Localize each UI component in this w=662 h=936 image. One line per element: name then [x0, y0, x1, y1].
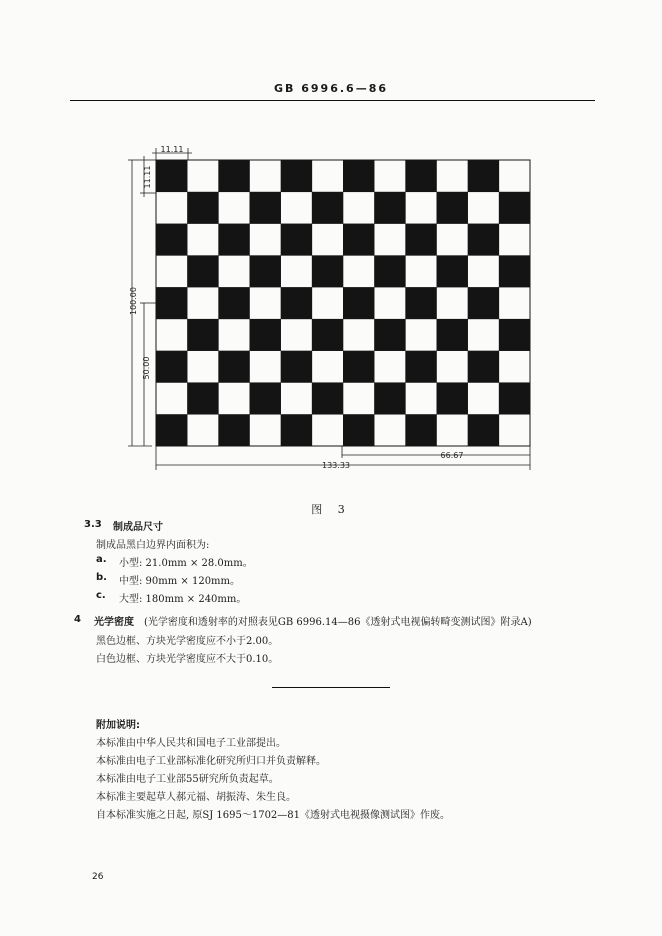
checker-square-black — [374, 382, 405, 414]
checker-square-black — [250, 192, 281, 224]
section-3-3-title: 制成品尺寸 — [113, 522, 163, 533]
section-4-line: 黑色边框、方块光学密度应不小于2.00。 — [96, 636, 279, 647]
checker-square-black — [405, 287, 436, 319]
size-item-marker: b. — [96, 572, 107, 583]
checker-square-black — [374, 255, 405, 287]
checker-square-black — [156, 414, 187, 446]
size-item-text: 中型: 90mm × 120mm。 — [119, 576, 241, 587]
notes-line: 本标准由中华人民共和国电子工业部提出。 — [96, 738, 286, 749]
checker-square-black — [374, 319, 405, 351]
notes-line: 本标准由电子工业部55研究所负责起草。 — [96, 774, 279, 785]
checker-square-black — [312, 319, 343, 351]
checker-square-black — [499, 255, 530, 287]
checker-square-black — [250, 255, 281, 287]
section-4-title: 光学密度 — [94, 617, 134, 628]
document-code-header: GB 6996.6—86 — [274, 82, 388, 95]
checker-square-black — [281, 287, 312, 319]
checker-square-black — [499, 319, 530, 351]
checker-square-black — [281, 160, 312, 192]
dim-label-total-width: 133.33 — [322, 461, 350, 470]
notes-title: 附加说明: — [96, 720, 140, 731]
checker-square-black — [468, 414, 499, 446]
section-3-3-number: 3.3 — [84, 519, 102, 530]
checker-square-black — [250, 319, 281, 351]
figure-caption: 图 3 — [311, 503, 351, 516]
checker-square-black — [437, 382, 468, 414]
size-item-text: 小型: 21.0mm × 28.0mm。 — [119, 558, 253, 569]
checker-square-black — [405, 224, 436, 256]
section-4-line: 白色边框、方块光学密度应不大于0.10。 — [96, 654, 279, 665]
dim-label-square-height: 11.11 — [143, 165, 152, 189]
checker-square-black — [374, 192, 405, 224]
checker-square-black — [343, 414, 374, 446]
checker-square-black — [499, 382, 530, 414]
size-item-marker: a. — [96, 554, 107, 565]
checker-square-black — [187, 382, 218, 414]
checker-square-black — [281, 351, 312, 383]
checker-square-black — [405, 351, 436, 383]
checker-square-black — [437, 255, 468, 287]
checker-square-black — [343, 160, 374, 192]
section-3-3-intro: 制成品黑白边界内面积为: — [96, 540, 210, 551]
checker-square-black — [468, 224, 499, 256]
checker-square-black — [405, 160, 436, 192]
dim-label-total-height: 100.00 — [129, 287, 138, 315]
checker-square-black — [218, 414, 249, 446]
checker-square-black — [437, 192, 468, 224]
checker-square-black — [250, 382, 281, 414]
checkerboard-grid — [156, 160, 530, 446]
checker-square-black — [187, 255, 218, 287]
checker-square-black — [218, 160, 249, 192]
checker-square-black — [343, 351, 374, 383]
checker-square-black — [156, 351, 187, 383]
checker-square-black — [343, 287, 374, 319]
checker-square-black — [281, 224, 312, 256]
checker-square-black — [312, 192, 343, 224]
section-4-number: 4 — [74, 614, 81, 625]
checker-square-black — [468, 160, 499, 192]
size-item-marker: c. — [96, 590, 106, 601]
checker-square-black — [312, 382, 343, 414]
section-4-title-note: (光学密度和透射率的对照表见GB 6996.14—86《透射式电视偏转畸变测试图》附录A) — [144, 617, 532, 628]
page-number: 26 — [92, 872, 104, 882]
notes-line: 本标准主要起草人郝元福、胡振涛、朱生良。 — [96, 792, 296, 803]
checker-square-black — [218, 351, 249, 383]
notes-line: 自本标准实施之日起, 原SJ 1695～1702—81《透射式电视摄像测试图》作废。 — [96, 810, 451, 821]
dim-label-half-height: 50.00 — [142, 356, 151, 380]
checker-square-black — [187, 192, 218, 224]
notes-line: 本标准由电子工业部标准化研究所归口并负责解释。 — [96, 756, 326, 767]
checker-square-black — [218, 287, 249, 319]
checker-square-black — [499, 192, 530, 224]
section-divider — [272, 687, 390, 688]
checker-square-black — [156, 160, 187, 192]
checker-square-black — [437, 319, 468, 351]
checker-square-black — [156, 224, 187, 256]
size-item-text: 大型: 180mm × 240mm。 — [119, 594, 247, 605]
checker-square-black — [468, 351, 499, 383]
dim-label-half-width: 66.67 — [440, 451, 464, 460]
checker-square-black — [343, 224, 374, 256]
dim-label-square-width: 11.11 — [160, 145, 184, 154]
checker-square-black — [281, 414, 312, 446]
checker-square-black — [156, 287, 187, 319]
checker-square-black — [187, 319, 218, 351]
checker-square-black — [312, 255, 343, 287]
checker-square-black — [218, 224, 249, 256]
checker-square-black — [405, 414, 436, 446]
checker-square-black — [468, 287, 499, 319]
